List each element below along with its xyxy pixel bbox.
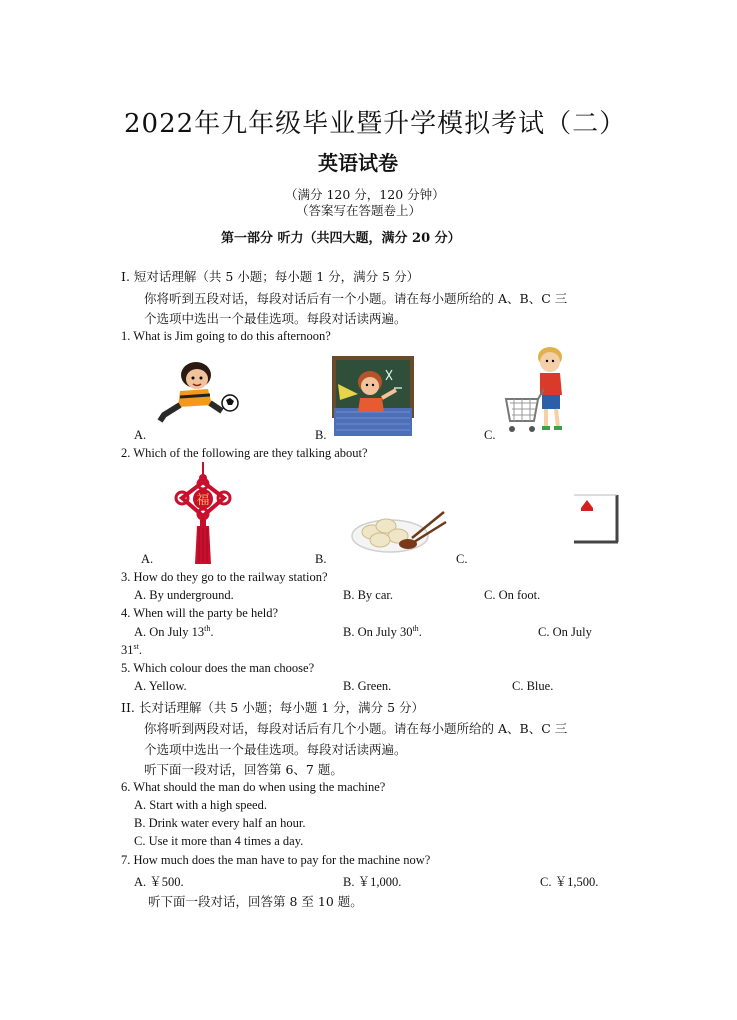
q3-option-b: B. By car. [343,588,393,602]
answer-note: （答案写在答题卷上） [296,203,422,218]
broken-image-placeholder [573,494,619,544]
section1-instruction-2: 个选项中选出一个最佳选项。每段对话读两遍。 [144,311,407,326]
question-1: 1. What is Jim going to do this afternoon? [121,329,331,343]
q2-option-c: C. [456,552,468,566]
q1-option-a: A. [134,428,147,442]
q5-option-a: A. Yellow. [134,679,187,693]
score-time-info: （满分 120 分，120 分钟） [285,187,445,202]
listen-prompt-8-10: 听下面一段对话，回答第 8 至 10 题。 [148,894,363,909]
question-7: 7. How much does the man have to pay for the machine now? [121,853,431,867]
boy-playing-football-image [150,355,242,425]
q5-option-b: B. Green. [343,679,392,693]
q6-option-b: B. Drink water every half an hour. [134,816,306,830]
question-3: 3. How do they go to the railway station? [121,570,328,584]
q5-option-c: C. Blue. [512,679,554,693]
q1-option-c: C. [484,428,496,442]
q3-option-a: A. By underground. [134,588,234,602]
exam-title: 2022年九年级毕业暨升学模拟考试（二） [124,109,627,139]
question-2: 2. Which of the following are they talking about? [121,446,368,460]
q1-option-b: B. [315,428,327,442]
q3-option-c: C. On foot. [484,588,541,602]
part-one-heading: 第一部分 听力（共四大题，满分 20 分） [221,231,461,246]
exam-subtitle: 英语试卷 [318,151,398,175]
dumplings-image [350,506,448,556]
question-4: 4. When will the party be held? [121,606,279,620]
section2-instruction-2: 个选项中选出一个最佳选项。每段对话读两遍。 [144,742,407,757]
q7-option-c: C. ￥1,500. [540,875,599,889]
listen-prompt-6-7: 听下面一段对话，回答第 6、7 题。 [144,762,343,777]
chinese-knot-image [170,462,236,566]
q7-option-b: B. ￥1,000. [343,875,402,889]
question-5: 5. Which colour does the man choose? [121,661,315,675]
q6-option-a: A. Start with a high speed. [134,798,267,812]
section1-instruction-1: 你将听到五段对话，每段对话后有一个小题。请在每小题所给的 A、B、C 三 [144,291,568,306]
boy-with-shopping-cart-image [500,345,580,437]
section2-heading: II. 长对话理解（共 5 小题；每小题 1 分，满分 5 分） [121,700,425,715]
q2-option-a: A. [141,552,154,566]
section1-heading: I. 短对话理解（共 5 小题；每小题 1 分，满分 5 分） [121,269,420,284]
knot-character: 福 [196,493,210,508]
question-6: 6. What should the man do when using the machine? [121,780,386,794]
q4-option-b: B. On July 30th. [343,624,422,639]
q2-option-b: B. [315,552,327,566]
q4-option-c-continued: 31st. [121,642,142,657]
q4-option-c: C. On July [538,625,592,639]
q7-option-a: A. ￥500. [134,875,184,889]
q6-option-c: C. Use it more than 4 times a day. [134,834,304,848]
q4-option-a: A. On July 13th. [134,624,214,639]
boy-at-blackboard-image [330,354,416,440]
section2-instruction-1: 你将听到两段对话，每段对话后有几个小题。请在每小题所给的 A、B、C 三 [144,721,568,736]
